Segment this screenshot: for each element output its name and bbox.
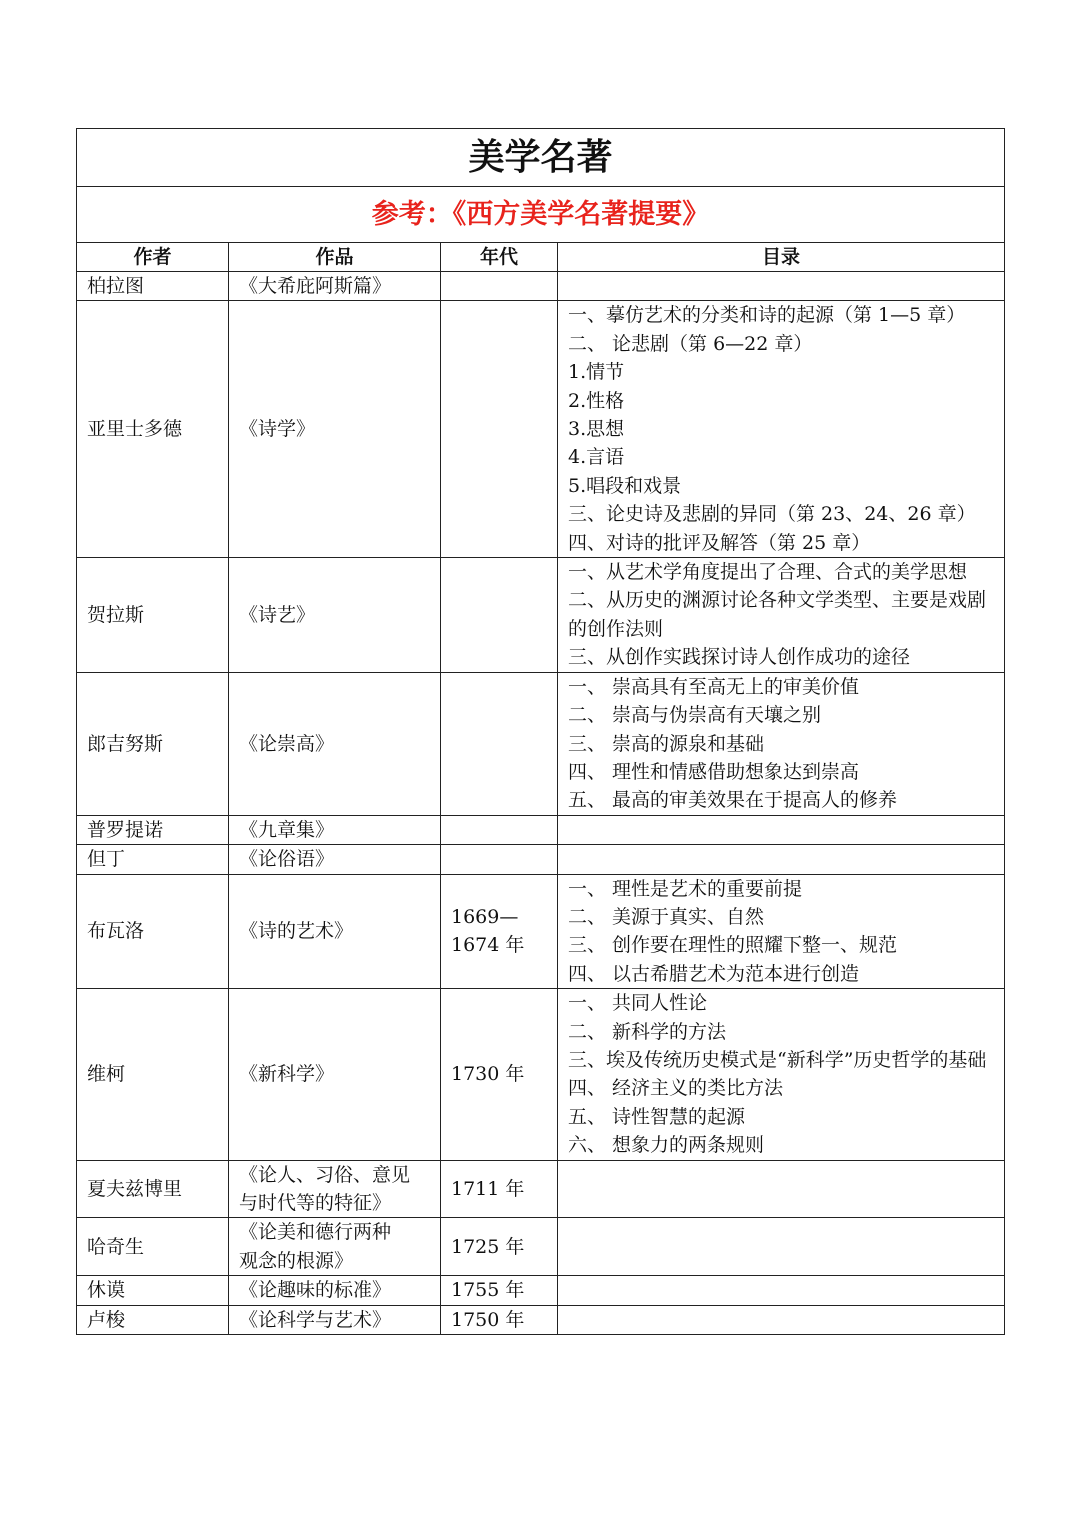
contents-cell [558, 672, 1005, 815]
work-cell [229, 1276, 441, 1305]
contents-item: 4.言语 [568, 446, 625, 469]
author-cell: 但丁 [77, 845, 229, 874]
work-title-line: 《诗学》 [239, 418, 316, 441]
era-line: 1674 年 [451, 934, 525, 957]
contents-cell [558, 1218, 1005, 1276]
aesthetics-works-table [76, 128, 1005, 1335]
contents-item: 一、 崇高具有至高无上的审美价值 [568, 675, 860, 698]
work-title-line: 《论科学与艺术》 [239, 1308, 392, 1331]
work-cell [229, 272, 441, 301]
work-title-line: 观念的根源》 [239, 1249, 354, 1272]
contents-item: 三、 崇高的源泉和基础 [568, 732, 765, 755]
contents-item: 5.唱段和戏景 [568, 474, 682, 497]
contents-cell [558, 815, 1005, 844]
reference-row [77, 187, 1005, 243]
title-row [77, 129, 1005, 187]
contents-item: 一、摹仿艺术的分类和诗的起源（第 1—5 章） [568, 304, 966, 327]
era-line: 1669— [451, 905, 519, 928]
contents-item: 五、 诗性智慧的起源 [568, 1105, 746, 1128]
contents-item: 1.情节 [568, 361, 625, 384]
contents-item: 一、 共同人性论 [568, 992, 708, 1015]
era-cell [441, 989, 558, 1160]
contents-item: 二、 论悲剧（第 6—22 章） [568, 332, 813, 355]
work-cell [229, 874, 441, 989]
table-row [77, 272, 1005, 301]
author-cell: 布瓦洛 [77, 874, 229, 989]
header-author: 作者 [77, 243, 229, 272]
work-title-line: 《论美和德行两种 [239, 1221, 392, 1244]
era-line: 1725 年 [451, 1235, 525, 1258]
table-body [77, 272, 1005, 1335]
work-title-line: 《诗的艺术》 [239, 920, 354, 943]
work-title-line: 《论人、习俗、意见 [239, 1163, 411, 1186]
table-row [77, 874, 1005, 989]
era-cell [441, 272, 558, 301]
work-cell [229, 672, 441, 815]
table-row [77, 672, 1005, 815]
contents-item: 四、对诗的批评及解答（第 25 章） [568, 531, 871, 554]
era-line: 1755 年 [451, 1279, 525, 1302]
contents-cell [558, 989, 1005, 1160]
era-cell [441, 1218, 558, 1276]
contents-item: 四、 以古希腊艺术为范本进行创造 [568, 962, 860, 985]
work-title-line: 《论趣味的标准》 [239, 1279, 392, 1302]
table-row [77, 558, 1005, 673]
table-row [77, 815, 1005, 844]
table-row [77, 989, 1005, 1160]
work-cell [229, 301, 441, 558]
author-cell: 维柯 [77, 989, 229, 1160]
contents-item: 三、论史诗及悲剧的异同（第 23、24、26 章） [568, 503, 976, 526]
contents-cell [558, 301, 1005, 558]
table-row [77, 1305, 1005, 1334]
era-cell [441, 1160, 558, 1218]
work-title-line: 与时代等的特征》 [239, 1192, 392, 1214]
contents-cell [558, 1160, 1005, 1218]
header-era: 年代 [441, 243, 558, 272]
reference-label: 参考： [371, 198, 453, 230]
contents-item: 一、从艺术学角度提出了合理、合式的美学思想 [568, 561, 968, 584]
era-cell [441, 874, 558, 989]
contents-item: 3.思想 [568, 418, 625, 441]
contents-item: 2.性格 [568, 389, 625, 412]
contents-cell [558, 874, 1005, 989]
era-cell [441, 815, 558, 844]
contents-item: 四、 理性和情感借助想象达到崇高 [568, 760, 860, 783]
table-row [77, 1160, 1005, 1218]
author-cell: 夏夫兹博里 [77, 1160, 229, 1218]
contents-cell [558, 558, 1005, 673]
contents-item: 二、 崇高与伪崇高有天壤之别 [568, 704, 822, 727]
work-cell [229, 815, 441, 844]
era-cell [441, 1276, 558, 1305]
era-line: 1730 年 [451, 1063, 525, 1086]
contents-item: 六、 想象力的两条规则 [568, 1134, 765, 1157]
author-cell: 郎吉努斯 [77, 672, 229, 815]
author-cell: 卢梭 [77, 1305, 229, 1334]
author-cell: 柏拉图 [77, 272, 229, 301]
contents-cell [558, 1305, 1005, 1334]
contents-item: 一、 理性是艺术的重要前提 [568, 877, 803, 900]
author-cell: 休谟 [77, 1276, 229, 1305]
table-row [77, 1276, 1005, 1305]
work-title-line: 《新科学》 [239, 1063, 335, 1086]
work-title-line: 《诗艺》 [239, 603, 316, 626]
work-cell [229, 1305, 441, 1334]
contents-item: 三、从创作实践探讨诗人创作成功的途径 [568, 646, 911, 669]
work-cell [229, 845, 441, 874]
work-cell [229, 558, 441, 673]
document-sheet [76, 128, 1004, 1335]
work-title-line: 《大希庇阿斯篇》 [239, 275, 392, 297]
era-cell [441, 845, 558, 874]
contents-cell [558, 845, 1005, 874]
header-contents: 目录 [558, 243, 1005, 272]
author-cell: 哈奇生 [77, 1218, 229, 1276]
contents-item: 三、埃及传统历史模式是“新科学”历史哲学的基础 [568, 1048, 987, 1071]
header-row [77, 243, 1005, 272]
contents-item: 四、 经济主义的类比方法 [568, 1077, 784, 1100]
author-cell: 亚里士多德 [77, 301, 229, 558]
work-title-line: 《论崇高》 [239, 732, 335, 755]
contents-item: 二、从历史的渊源讨论各种文学类型、主要是戏剧的创作法则 [568, 589, 987, 640]
table-row [77, 301, 1005, 558]
author-cell: 普罗提诺 [77, 815, 229, 844]
header-work: 作品 [229, 243, 441, 272]
era-line: 1711 年 [451, 1177, 525, 1200]
contents-item: 五、 最高的审美效果在于提高人的修养 [568, 789, 898, 812]
reference-line [77, 187, 1005, 243]
contents-item: 二、 美源于真实、自然 [568, 905, 765, 928]
era-cell [441, 301, 558, 558]
contents-item: 三、 创作要在理性的照耀下整一、规范 [568, 934, 898, 957]
work-title-line: 《论俗语》 [239, 848, 335, 871]
work-cell [229, 1160, 441, 1218]
reference-source: 《西方美学名著提要》 [452, 198, 710, 230]
document-title: 美学名著 [77, 129, 1005, 187]
contents-item: 二、 新科学的方法 [568, 1020, 727, 1043]
work-cell [229, 1218, 441, 1276]
work-cell [229, 989, 441, 1160]
era-line: 1750 年 [451, 1308, 525, 1331]
author-cell: 贺拉斯 [77, 558, 229, 673]
contents-cell [558, 1276, 1005, 1305]
era-cell [441, 558, 558, 673]
table-row [77, 1218, 1005, 1276]
era-cell [441, 1305, 558, 1334]
contents-cell [558, 272, 1005, 301]
era-cell [441, 672, 558, 815]
work-title-line: 《九章集》 [239, 818, 335, 841]
table-row [77, 845, 1005, 874]
